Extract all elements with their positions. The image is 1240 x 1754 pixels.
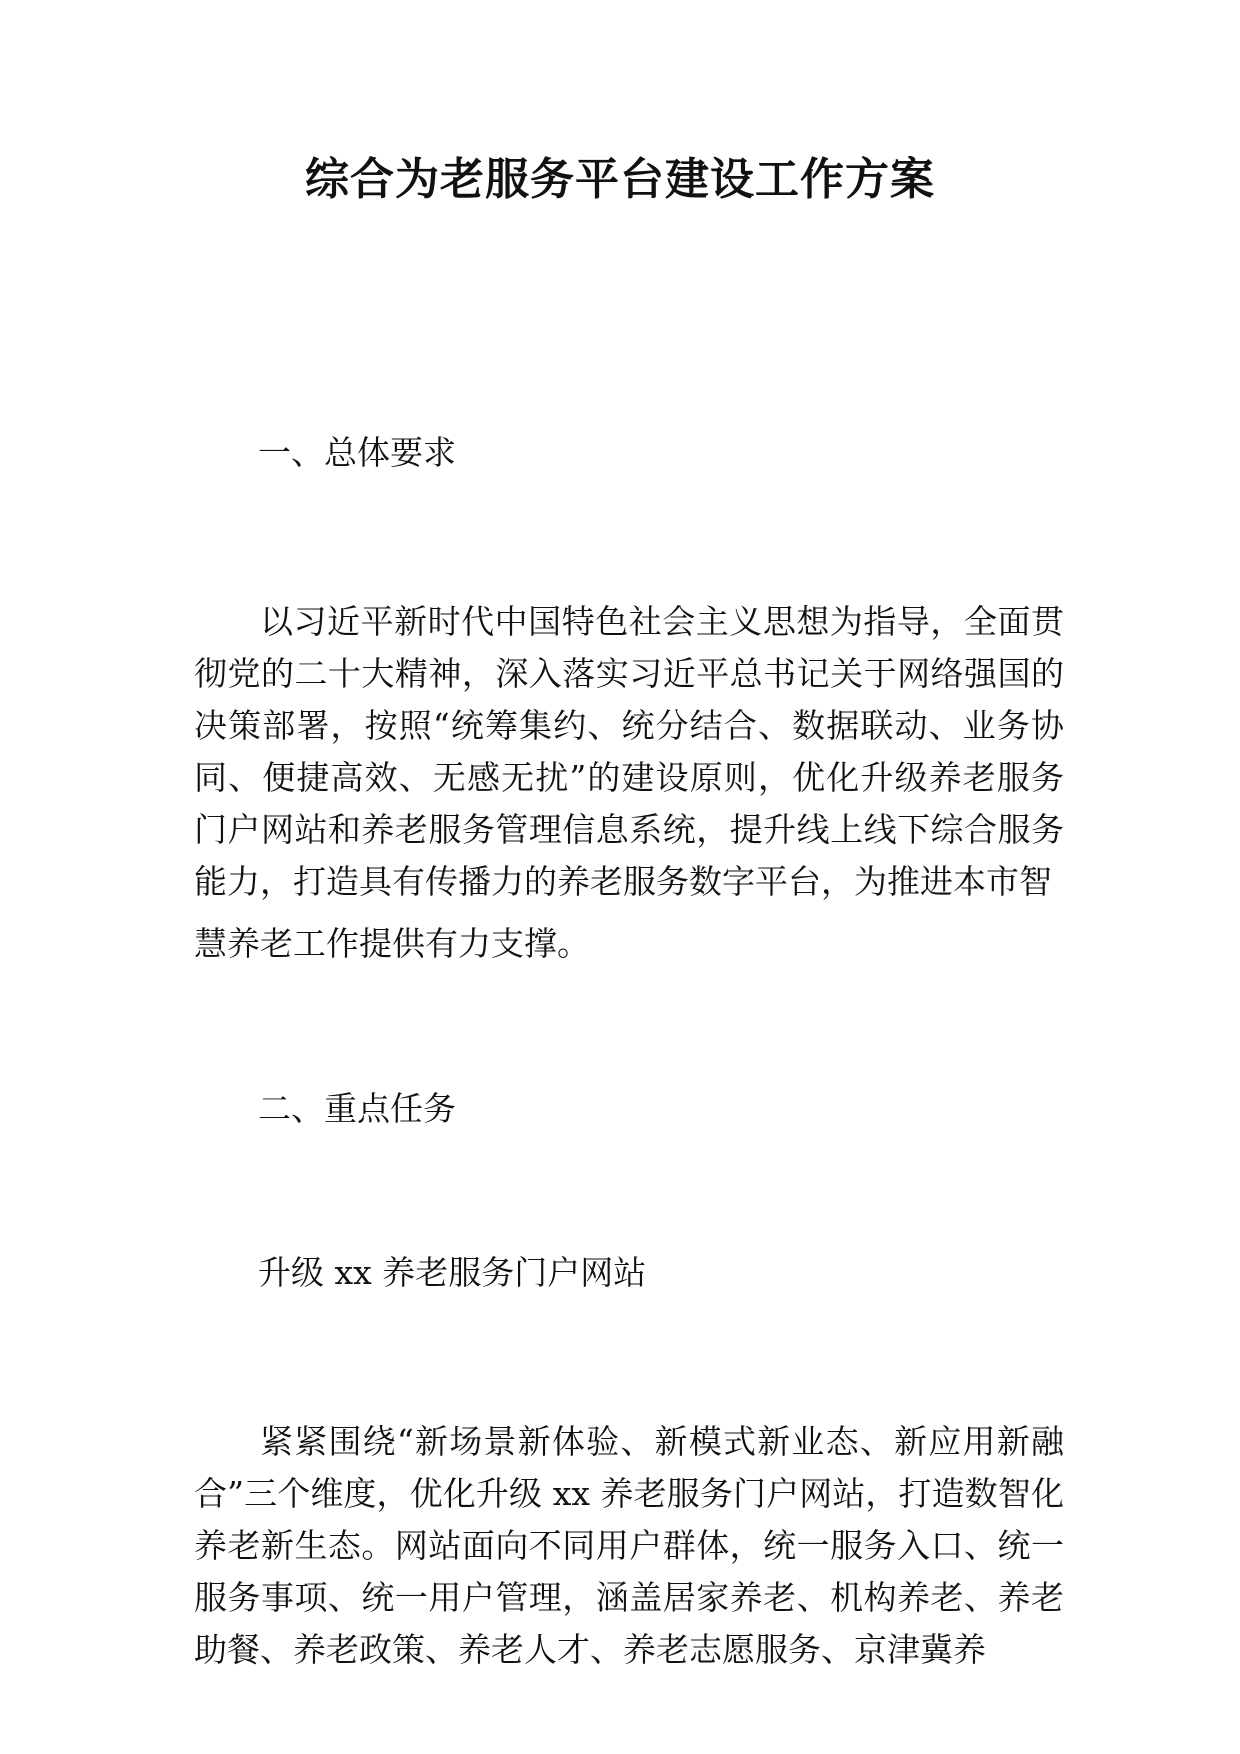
paragraph-tail-text: 慧养老工作提供有力支撑。 bbox=[194, 924, 590, 963]
document-title: 综合为老服务平台建设工作方案 bbox=[305, 154, 935, 205]
section-heading-overall-requirements: 一、总体要求 bbox=[258, 433, 456, 472]
paragraph-main-text: 以习近平新时代中国特色社会主义思想为指导，全面贯彻党的二十大精神，深入落实习近平总书记关于网络强国的决策部署，按照“统筹集约、统分结合、数据联动、业务协同、便捷高效、无感无扰”的建设原则，优化升级养老服务门户网站和养老服务管理信息系统，提升线上线下综合服务能力，打造具有传播力的养老服务数字平台，为推进本市智 bbox=[194, 602, 1064, 901]
subsection-heading-portal-upgrade: 升级 xx 养老服务门户网站 bbox=[258, 1253, 647, 1292]
subsection-paragraph-portal-upgrade: 紧紧围绕“新场景新体验、新模式新业态、新应用新融合”三个维度，优化升级 xx 养老服务门户网站，打造数智化养老新生态。网站面向不同用户群体，统一服务入口、统一服务事项、统一用户管理，涵盖居家养老、机构养老、养老助餐、养老政策、养老人才、养老志愿服务、京津冀养 bbox=[194, 1422, 1064, 1669]
section-paragraph-overall-requirements bbox=[194, 596, 1064, 970]
section-heading-key-tasks: 二、重点任务 bbox=[258, 1089, 456, 1128]
